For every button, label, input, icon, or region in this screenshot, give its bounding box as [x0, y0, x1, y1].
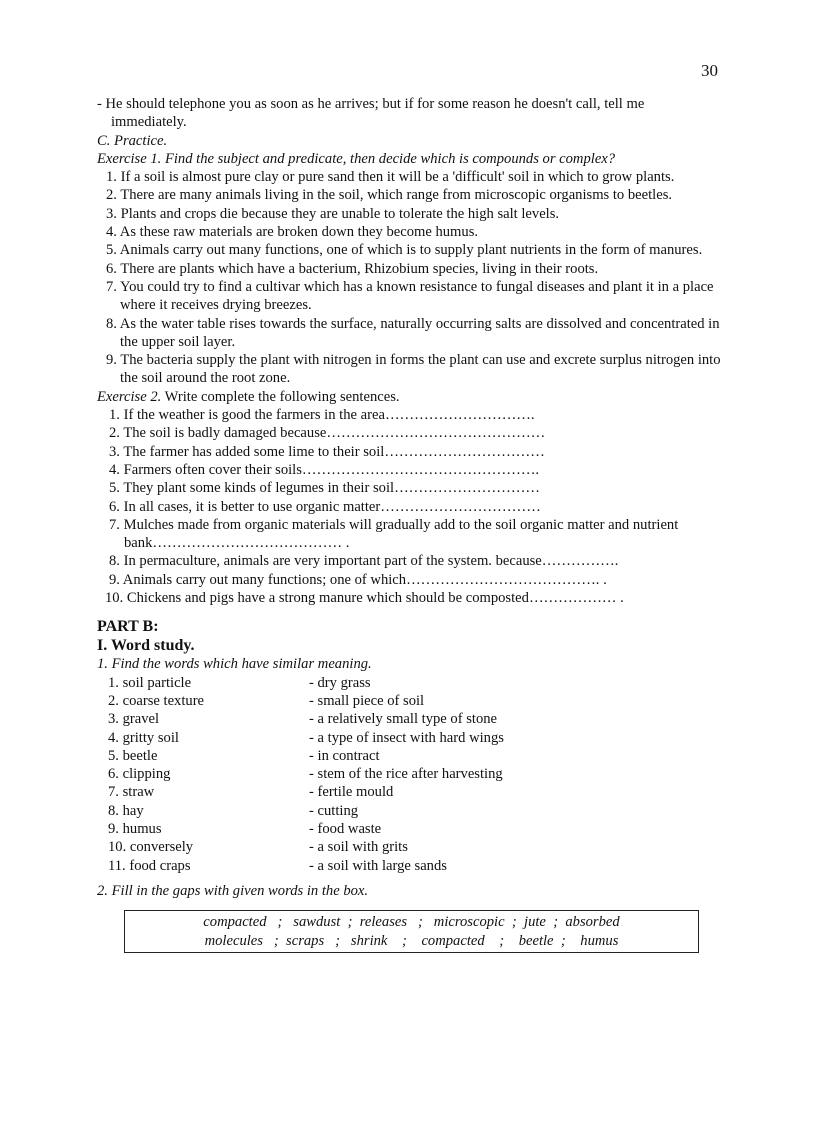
- term: 1. soil particle: [108, 674, 192, 691]
- list-item: 6. In all cases, it is better to use organic matter……………………………: [109, 498, 541, 515]
- table-row: [97, 692, 722, 710]
- exercise-2-label: Exercise 2.: [97, 388, 162, 405]
- table-row: [97, 820, 722, 838]
- list-item: 3. Plants and crops die because they are unable to tolerate the high salt levels.: [106, 205, 560, 222]
- list-item: 5. They plant some kinds of legumes in their soil…………………………: [109, 480, 541, 497]
- intro-sentence: [97, 95, 722, 132]
- term: 6. clipping: [108, 766, 171, 783]
- term: 2. coarse texture: [108, 692, 205, 709]
- table-row: [97, 857, 722, 875]
- exercise-1-list: [97, 168, 722, 388]
- list-item: 1. If the weather is good the farmers in the area………………………….: [109, 407, 535, 424]
- list-item: 2. There are many animals living in the soil, which range from microscopic organisms to beetles.: [106, 187, 673, 204]
- list-item: 4. As these raw materials are broken down they become humus.: [106, 224, 479, 241]
- word-box-row-2: molecules ; scraps ; shrink ; compacted ; beetle ; humus: [204, 932, 619, 949]
- list-item: 6. There are plants which have a bacterium, Rhizobium species, living in their roots.: [106, 260, 599, 277]
- table-row: [97, 729, 722, 747]
- definition: - in contract: [309, 747, 380, 764]
- term: 11. food craps: [108, 857, 191, 874]
- exercise-2-list: [97, 406, 722, 607]
- definition: - small piece of soil: [309, 692, 425, 709]
- list-item: 9. Animals carry out many functions; one of which…………………………………. .: [109, 571, 607, 588]
- gap-fill-instruction: 2. Fill in the gaps with given words in the box.: [97, 882, 369, 899]
- term: 5. beetle: [108, 747, 158, 764]
- list-item: 1. If a soil is almost pure clay or pure sand then it will be a 'difficult' soil in which to grow plants.: [106, 169, 675, 186]
- practice-heading: C. Practice.: [97, 132, 168, 149]
- list-item: 10. Chickens and pigs have a strong manure which should be composted……………… .: [105, 590, 624, 607]
- definition: - stem of the rice after harvesting: [309, 766, 503, 783]
- word-box: [124, 910, 699, 953]
- definition: - cutting: [309, 802, 359, 819]
- table-row: [97, 765, 722, 783]
- definition: - a relatively small type of stone: [309, 711, 498, 728]
- table-row: [97, 710, 722, 728]
- table-row: [97, 674, 722, 692]
- definition: - fertile mould: [309, 784, 394, 801]
- table-row: [97, 747, 722, 765]
- list-item: 3. The farmer has added some lime to their soil……………………………: [109, 443, 545, 460]
- definition: - a soil with grits: [309, 839, 408, 856]
- table-row: [97, 838, 722, 856]
- table-row: [97, 783, 722, 801]
- table-row: [97, 802, 722, 820]
- intro-line-2: immediately.: [111, 114, 187, 131]
- term: 3. gravel: [108, 711, 160, 728]
- page-number: 30: [701, 61, 718, 80]
- exercise-1-title: Exercise 1. Find the subject and predicate, then decide which is compounds or complex?: [97, 150, 616, 167]
- part-b-heading: PART B:: [97, 618, 159, 636]
- list-item: 4. Farmers often cover their soils………………………………………….: [109, 461, 540, 478]
- page-content: [97, 95, 722, 953]
- definition: - a soil with large sands: [309, 857, 447, 874]
- list-item: 9. The bacteria supply the plant with nitrogen in forms the plant can use and excrete surplus nitrogen into the soil around the root zone.: [106, 352, 721, 387]
- term: 7. straw: [108, 784, 155, 801]
- list-item: 8. As the water table rises towards the surface, naturally occurring salts are dissolved and concentrated in the upper soil layer.: [106, 315, 720, 350]
- list-item: 7. Mulches made from organic materials will gradually add to the soil organic matter and nutrient bank………………………………… .: [109, 516, 679, 552]
- list-item: 7. You could try to find a cultivar which has a known resistance to fungal diseases and plant it in a place where it receives drying breezes.: [106, 278, 714, 314]
- word-box-row-1: compacted ; sawdust ; releases ; microscopic ; jute ; absorbed: [203, 914, 620, 931]
- term: 10. conversely: [108, 839, 194, 856]
- intro-line-1: - He should telephone you as soon as he arrives; but if for some reason he doesn't call, tell me: [97, 96, 645, 112]
- term: 8. hay: [108, 802, 144, 819]
- word-study-heading: I. Word study.: [97, 637, 195, 655]
- matching-instruction: 1. Find the words which have similar meaning.: [97, 656, 372, 673]
- list-item: 2. The soil is badly damaged because………………………………………: [109, 425, 546, 442]
- definition: - dry grass: [309, 674, 371, 691]
- exercise-2-instruction: Write complete the following sentences.: [161, 388, 400, 405]
- term: 4. gritty soil: [108, 729, 179, 746]
- definition: - a type of insect with hard wings: [309, 729, 504, 746]
- matching-table: [97, 674, 722, 875]
- exercise-2-title: [97, 388, 722, 406]
- list-item: 8. In permaculture, animals are very important part of the system. because…………….: [109, 553, 619, 570]
- list-item: 5. Animals carry out many functions, one of which is to supply plant nutrients in the form of manures.: [106, 242, 703, 259]
- definition: - food waste: [309, 820, 382, 837]
- term: 9. humus: [108, 820, 162, 837]
